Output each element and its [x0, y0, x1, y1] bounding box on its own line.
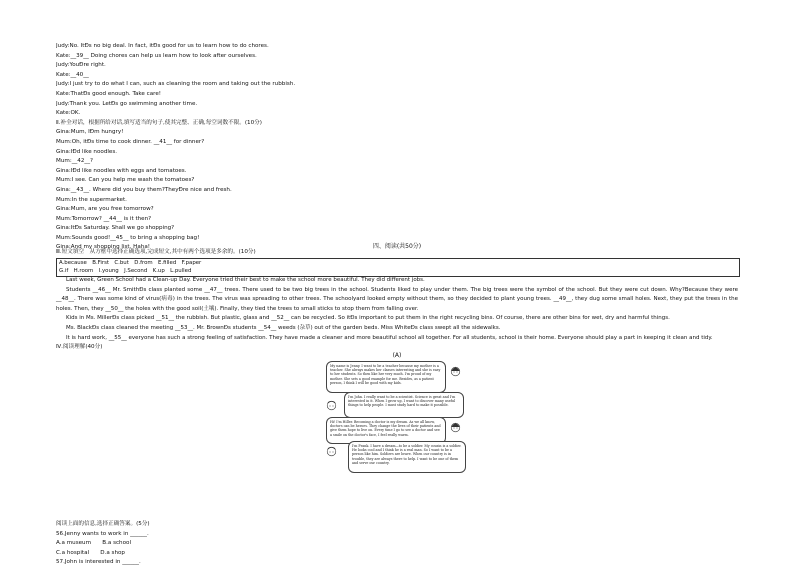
dialogue-line: Gina:ItÐs Saturday. Shall we go shopping? — [56, 225, 175, 232]
dialogue-line: Kate:ThatÐs good enough. Take care! — [56, 90, 161, 97]
dialogue-line: Mum:In the supermarket. — [56, 196, 127, 203]
question-line: 56.Jenny wants to work in ______. — [56, 530, 149, 537]
cloze-paragraph: Students __46__ Mr. SmithÐs class planted some __47__ trees. There used to be two big trees in the school. Students liked to play under them. The big trees were the symbol of the school. But they were cut down. Why?Because they were __48__. There was some kind of virus(病毒) in the trees. The virus was spreading to other trees. The schoolyard looked empty without them, so they decided to plant young trees. __49__, they dug some small holes. Next, they put the trees in the holes. Then, they __50__ the holes with the good soil(土壤). Finally, they tied the trees to small sticks to stop them from falling over. — [56, 286, 738, 312]
dialogue-line: Kate:__40__ — [56, 71, 89, 78]
question-instruction: 阅读上面的信息,选择正确答案。(5分) — [56, 521, 150, 527]
question-line: C.a hospital D.a shop — [56, 549, 125, 556]
jenny-bubble: My name is Jenny. I want to be a teacher because my mother is a teacher. She always makes her classes interesting and she is easy to her students. So then like her very much. I'm proud of my mother. She sets a good example for me. Besides, as a patient person, I think I will be good with my kids. — [326, 361, 446, 393]
cloze-paragraph: Ms. BlackÐs class cleaned the meeting __53__. Mr. BrownÐs students __54__ weeds (杂草) out of the garden beds. Miss WhiteÐs class swept all the sidewalks. — [66, 324, 501, 331]
passage-label: (A) — [392, 352, 402, 359]
cloze-paragraph: It is hard work, __55__ everyone has such a strong feeling of satisfaction. They have made a cleaner and more beautiful school all together. For all students, school is their home. Everyone should play a part in keeping it clean and tidy. — [66, 334, 713, 341]
dialogue-line: Judy:No. ItÐs no big deal. In fact, itÐs good for us to learn how to do chores. — [56, 43, 269, 49]
dialogue-line: Kate:__39__ Doing chores can help us learn how to look after ourselves. — [56, 52, 257, 59]
cloze-passage — [56, 276, 738, 353]
girl-face-icon — [450, 421, 461, 433]
reading-questions — [56, 520, 356, 568]
john-bubble: I'm John. I really want to be a scientist. Science is great and I'm interested in it. When I grow up, I want to discover many useful things to help people. I must study hard to make it possible. — [344, 392, 464, 418]
cloze-option-box — [56, 258, 740, 277]
dialogue-line: Mum:I see. Can you help me wash the tomatoes? — [56, 177, 195, 184]
cloze-options-row: A.because B.First C.but D.from E.filled F.paper — [59, 260, 202, 266]
hiller-bubble: Hi! I'm Hiller. Becoming a doctor is my dream. As we all know, doctors can be heroes. They change the lives of their patients and give them hope to live on. Every time I go to see a doctor and see a smile on the doctor's face, I feel really warm. — [326, 417, 446, 444]
dialogue-line: Mum:Sounds good!__45__ to bring a shopping bag! — [56, 234, 200, 241]
speech-bubble-illustration — [324, 361, 466, 504]
question-line: 57.John is interested in ______. — [56, 559, 141, 566]
girl-face-icon — [450, 365, 461, 377]
dialogue-line: Mum:__42__? — [56, 158, 93, 165]
boy-face-icon — [326, 399, 337, 411]
dialogue-one — [56, 42, 738, 253]
dialogue-line: Kate:OK. — [56, 110, 81, 117]
dialogue-line: Gina:Mum, are you free tomorrow? — [56, 206, 154, 213]
dialogue-line: Mum:Oh, itÐs time to cook dinner. __41__ for dinner? — [56, 138, 205, 145]
dialogue-line: Gina:Mum, IÐm hungry! — [56, 129, 124, 136]
dialogue-line: Gina:IÐd like noodles with eggs and tomatoes. — [56, 167, 187, 174]
frank-bubble: I'm Frank. I have a dream—to be a soldier. My cousin is a soldier. He looks cool and I think he is a real man. So I want to be a person like him. Soldiers are brave. When our country is in trouble, they are always there to help. I want to be one of them and serve our country. — [348, 441, 466, 473]
cloze-instruction: Ⅲ.短文填空 从方框中选择正确选项,完成短文,其中有两个选项是多余的。(10分) — [56, 249, 256, 255]
dialogue-line: Gina:__43__. Where did you buy them?TheyÐre nice and fresh. — [56, 186, 232, 193]
section-four-title: 四、阅读(共50分) — [372, 243, 422, 250]
dialogue-line: Judy:Thank you. LetÐs go swimming another time. — [56, 100, 198, 107]
dialogue-line: Mum:Tomorrow? __44__ is it then? — [56, 215, 152, 222]
reading-section-title: Ⅳ.阅读理解(40分) — [56, 344, 103, 351]
dialogue-line: Gina:And my shopping list. Haha! — [56, 244, 151, 251]
question-line: A.a museum B.a school — [56, 540, 131, 547]
boy-face-icon — [326, 445, 337, 457]
cloze-options-row: G.if H.room I.young J.Second K.up L.pulled — [59, 268, 192, 274]
cloze-paragraph: Kids in Ms. MillerÐs class picked __51__ the rubbish. But plastic, glass and __52__ can be recycled. So itÐs important to put them in the right recycling bins. Of course, there are other bins for wet, dry and harmful things. — [66, 315, 670, 322]
dialogue-line: Gina:IÐd like noodles. — [56, 148, 118, 155]
dialogue-line: Judy:I just try to do what I can, such as cleaning the room and taking out the rubbish. — [56, 81, 296, 88]
cloze-paragraph: Last week, Green School had a Clean-up Day. Everyone tried their best to make the school more beautiful. They did different jobs. — [66, 277, 425, 283]
dialogue-line: Judy:YouÐre right. — [56, 62, 106, 69]
dialogue-two-instruction: Ⅱ.补全对话，根据所给对话,填写适当的句子,使其完整、正确,每空词数不限。(10分) — [56, 119, 262, 126]
